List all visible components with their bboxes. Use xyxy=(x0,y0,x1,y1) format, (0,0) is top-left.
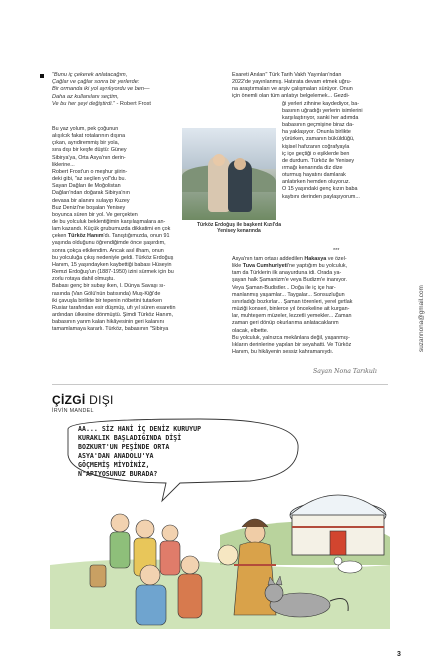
body-line: devasa bir alanını sulayıp Kuzey xyxy=(52,197,130,204)
body-line: liklerine... xyxy=(52,161,75,168)
body-line: bu yolculuğa çıkış nedeniyle geldi. Türköz Erdoğuş xyxy=(52,254,174,261)
yurt xyxy=(290,495,386,555)
body-line: de bu yolculuk beklentiğimin karşılaşmalara an- xyxy=(52,219,166,225)
body-line: Sibirya'ya, Orta Asya'nın derin- xyxy=(52,154,126,161)
left-column-lower xyxy=(52,219,220,334)
highlight-place: Hakasya xyxy=(304,256,327,262)
body-line: kişisel hafızanın coğrafyayla xyxy=(282,143,350,150)
quote-line xyxy=(52,101,192,108)
left-column xyxy=(52,126,178,219)
body-line: şayan halk Şamanizm'e veya Budizm'e inanıyor. xyxy=(232,277,348,284)
body-line: lam kazandı. Küçük grubumuzda dikkatimi en çok xyxy=(52,226,171,233)
quote-line: Bir ormanda iki yol ayrılıyordu ve ben— xyxy=(52,86,150,93)
body-line: Hanım, 15 yaşındayken kaybettiği babası Hüseyin xyxy=(52,261,172,268)
body-line: tam da Türklerin ilk anayurduna idi. Orada ya- xyxy=(232,270,342,277)
body-line: yürürken, zamanın büküldüğü, xyxy=(282,136,355,143)
body-line: Dağları'ndan doğarak Sibirya'nın xyxy=(52,190,130,197)
photo-person-head xyxy=(213,154,225,166)
body-line: yaşında olduğunu öğrendiğimde önce şaşırdım, xyxy=(52,240,166,247)
cartoon-title-light: DIŞI xyxy=(85,393,114,407)
section-separator: *** xyxy=(333,248,340,254)
body-line: karşılaştırıyor, sanki her adımda xyxy=(282,114,359,121)
speech-line: BOZKURT'UN PEŞİNDE ORTA xyxy=(78,443,170,451)
photo-person-left xyxy=(208,156,230,212)
body-line: ği yerleri zihnine kaydediyor, ba- xyxy=(282,100,360,107)
photo-person-right xyxy=(228,160,252,212)
body-line: manlanmış yaşamlar... Taygalar... Sonsuzluğun xyxy=(232,291,345,298)
article-photo xyxy=(182,128,276,220)
highlight-name: Türköz Hanım xyxy=(67,233,104,240)
body-line: Babası genç bir subay iken, I. Dünya Savaşı sı- xyxy=(52,283,166,290)
body-line: basının uğradığı yerlerin isimlerini xyxy=(282,107,363,114)
body-line: çıkan, ayrıdiremmiş bir yola, xyxy=(52,140,120,147)
body-line: O 15 yaşındaki genç kızın baba xyxy=(282,186,358,193)
body-line: ha yaklaşıyor. Onunla birlikte xyxy=(282,129,351,136)
body-line: oturmuş hayatını damlarak xyxy=(282,172,346,179)
author-signature: Sayan Nona Tarıkulı xyxy=(313,368,377,375)
body-line: sıra dışı bir keşfe düştü: Güney xyxy=(52,147,127,154)
epigraph-quote xyxy=(52,72,192,108)
body-line: alışılcık fakat rotalarının dışına xyxy=(52,133,126,140)
body-line: kaybını derinden paylaşıyorum... xyxy=(282,193,360,200)
quote-line-last: Ve bu her şeyi değiştirdi.” xyxy=(52,100,115,107)
highlight-place: Tuva Cumhuriyeti xyxy=(242,263,288,270)
body-text: ve özel- xyxy=(326,256,347,262)
right-column-narrow xyxy=(282,101,380,201)
body-line: iç içe geçtiği o eşiklerde ben xyxy=(282,150,350,157)
section-divider xyxy=(52,384,388,385)
photo-caption: Türköz Erdoğuş ile başkent Kızıl'da Yenisey kenarında xyxy=(197,222,281,235)
right-column-lower xyxy=(232,256,380,356)
body-line: lar, muhteşem müzeler, lezzetli yemekler... Zaman xyxy=(232,313,352,320)
body-line: müziği konseri, binlerce yıl öncekeline ait kurgan- xyxy=(232,306,350,313)
body-line: için önemli olan tüm anlatıyı belgelemek... Gezdi- xyxy=(232,93,350,100)
body-line xyxy=(232,263,380,270)
body-line: zorlu rotaya dahil olmuştu. xyxy=(52,276,115,283)
body-line: Remzi Erdoğuş'un (1887-1950) izini sürmek için bu xyxy=(52,269,174,276)
cartoon-section-title xyxy=(52,393,114,407)
author-email: suzannona@gmail.com xyxy=(418,285,425,352)
speech-line: ASYA'DAN ANADOLU'YA xyxy=(78,452,154,460)
body-line: babasının yarım kalan hikâyesinin geri kalanını xyxy=(52,319,165,326)
section-bullet xyxy=(40,74,44,78)
page-number: 3 xyxy=(397,651,401,658)
cartoonist-name: İRVİN MANDEL xyxy=(52,408,94,414)
body-line: boyunca süren bir yol. Ve gerçekten xyxy=(52,211,138,218)
body-line: Bu yolculuk, yalnızca mekânlara değil, yaşanmış- xyxy=(232,334,350,341)
body-text: likle xyxy=(232,263,243,270)
body-line: Veya Şaman-Budistler... Doğa ile iç içe har- xyxy=(232,284,336,291)
cartoon-illustration xyxy=(50,415,390,629)
body-line: ardından ülkesine dönmüştü. Şimdi Türköz Hanım, xyxy=(52,312,173,319)
body-line: olacak, elbette. xyxy=(232,327,269,334)
body-line xyxy=(52,233,220,240)
body-line: Rusiar tarafından esir düşmüş, ufı yıl süren esaretin xyxy=(52,304,176,311)
body-line: Esareti Anıları" Türk Tarih Vakfı Yayınları'ndan xyxy=(232,72,342,78)
body-line: 2022'de yayınlanmış. Hatırata devam etmek uğru- xyxy=(232,79,352,86)
body-line: sınırladığı bozkırlar... Şaman törenleri, yerel gırtlak xyxy=(232,298,353,305)
cartoon-title-bold: ÇİZGİ xyxy=(52,393,86,407)
body-text: Asya'nın tam ortası addedilen xyxy=(232,256,305,262)
quote-line: “Bunu iç çekerek anlatacağım, xyxy=(52,72,128,78)
quote-attribution: - Robert Frost xyxy=(114,100,151,107)
body-line: Sayan Dağları ile Moğolistan xyxy=(52,183,121,190)
speech-line: AA... SİZ HANİ İÇ DENİZ KURUYUP xyxy=(78,425,202,433)
speech-line: KURAKLIK BAŞLADIĞINDA DİŞİ xyxy=(78,434,182,442)
body-line: Buz Denizi'ne boşalan Yenisey xyxy=(52,204,126,211)
speech-line: N'APIYOSUNUZ BURADA? xyxy=(78,470,158,478)
body-line: deki gibi, "az seçilen yol"du bu. xyxy=(52,176,126,183)
quote-line: Çağlar ve çağlar sonra bir yerlerde: xyxy=(52,79,140,86)
body-line: babasının geçmişine biraz da- xyxy=(282,122,354,129)
body-line: lıkların derinlerine yapılan bir seyahatti. Ve Türköz xyxy=(232,341,352,348)
body-line: iki çavuşla birlikte bir tepenin nöbetini tutarken xyxy=(52,297,162,304)
body-line: ırmağı kenarında diz dize xyxy=(282,165,343,171)
body-line: Robert Frost'un o meşhur şiirin- xyxy=(52,168,128,175)
speech-line: GÖÇMEMİŞ MİYDİNİZ, xyxy=(78,461,150,469)
body-line: rasında (Van Gölü'nün batısında) Muş-Kiği'de xyxy=(52,290,161,297)
body-line: de durdum. Türköz ile Yenisey xyxy=(282,157,355,164)
body-text: 'ne yaptığım bu yolculuk, xyxy=(287,263,348,270)
body-line: na araştırmaları ve arşiv çalışmaları sürüyor. Onun xyxy=(232,86,353,93)
right-column xyxy=(232,72,380,101)
quote-line: Daha az kullanılanı seçtim, xyxy=(52,93,119,100)
body-text: çeken xyxy=(52,233,68,240)
body-line xyxy=(232,256,380,263)
photo-person-head xyxy=(234,158,246,170)
body-text: 'dı. Tanıştığımızda, onun 91 xyxy=(103,233,170,240)
body-line: zaman geri dönüp okurlarıma anlatacaklarım xyxy=(232,320,339,327)
body-line: tamamlamaya kararlı. Türköz, babasının "Sibirya xyxy=(52,326,169,333)
body-line: Hanım, bu hikâyenin sessiz kahramanıydı. xyxy=(232,349,334,356)
body-line: sonra çokça etkilendim. Ancak asıl ilham, onun xyxy=(52,247,164,254)
body-line: anlatırken hemden oluyoruz. xyxy=(282,179,351,186)
body-line: Bu yaz yolum, pek çoğunun xyxy=(52,126,119,132)
